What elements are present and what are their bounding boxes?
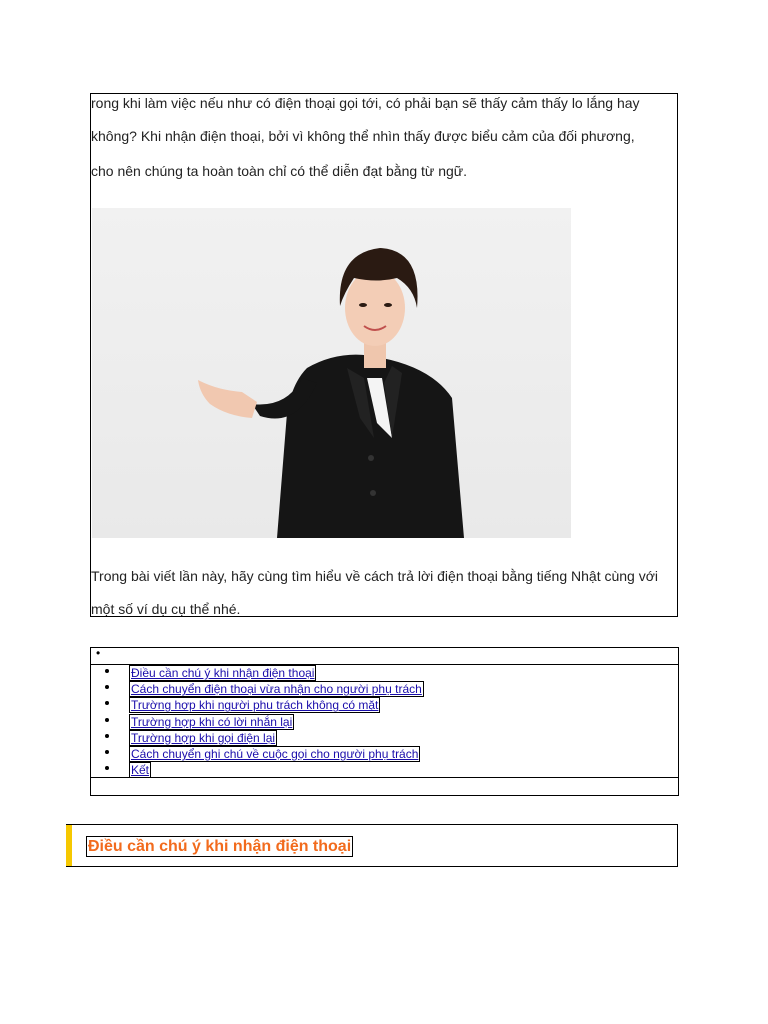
toc-header-row [91,648,678,665]
toc-item [91,715,424,731]
bullet-icon [105,766,109,770]
woman-presenting-illustration [92,208,571,538]
article-photo [92,208,571,538]
bullet-icon [105,734,109,738]
toc-item [91,666,424,682]
intro-paragraph-line-3: cho nên chúng ta hoàn toàn chỉ có thể diễn đạt bằng từ ngữ. [91,163,468,179]
intro-paragraph-line-4: Trong bài viết lần này, hãy cùng tìm hiểu về cách trả lời điện thoại bằng tiếng Nhật cùng với [91,568,659,584]
toc-list [91,666,424,779]
toc-item [91,731,424,747]
intro-paragraph-line-5: một số ví dụ cụ thể nhé. [91,601,241,617]
toc-link-leave-message[interactable]: Trường hợp khi có lời nhắn lại [131,714,293,729]
intro-article-block [90,93,678,617]
heading-accent-bar [66,825,72,866]
section-heading-block [66,824,678,867]
toc-link-transfer-call[interactable]: Cách chuyển điện thoại vừa nhận cho người phụ trách [131,682,422,697]
section-heading: Điều cần chú ý khi nhận điện thoại [88,838,352,855]
toc-footer-row [91,777,678,795]
bullet-icon [105,701,109,705]
toc-top-bullet: • [96,646,101,660]
bullet-icon [105,685,109,689]
bullet-icon [105,718,109,722]
intro-paragraph-line-1: rong khi làm việc nếu như có điện thoại gọi tới, có phải bạn sẽ thấy cảm thấy lo lắng hay [91,95,640,111]
toc-item [91,682,424,698]
toc-link-pass-note[interactable]: Cách chuyển ghi chú về cuộc gọi cho người phụ trách [131,746,419,761]
toc-link-notes-when-answering[interactable]: Điều cần chú ý khi nhận điện thoại [131,666,315,680]
toc-item [91,747,424,763]
intro-paragraph-line-2: không? Khi nhận điện thoại, bởi vì không thể nhìn thấy được biểu cảm của đối phương, [91,128,635,144]
toc-link-conclusion[interactable]: Kết [131,763,150,778]
bullet-icon [105,669,109,673]
toc-link-person-absent[interactable]: Trường hợp khi người phụ trách không có mặt [131,698,379,713]
toc-link-call-back[interactable]: Trường hợp khi gọi điện lại [131,730,276,745]
table-of-contents [90,647,679,796]
toc-item [91,698,424,714]
bullet-icon [105,750,109,754]
